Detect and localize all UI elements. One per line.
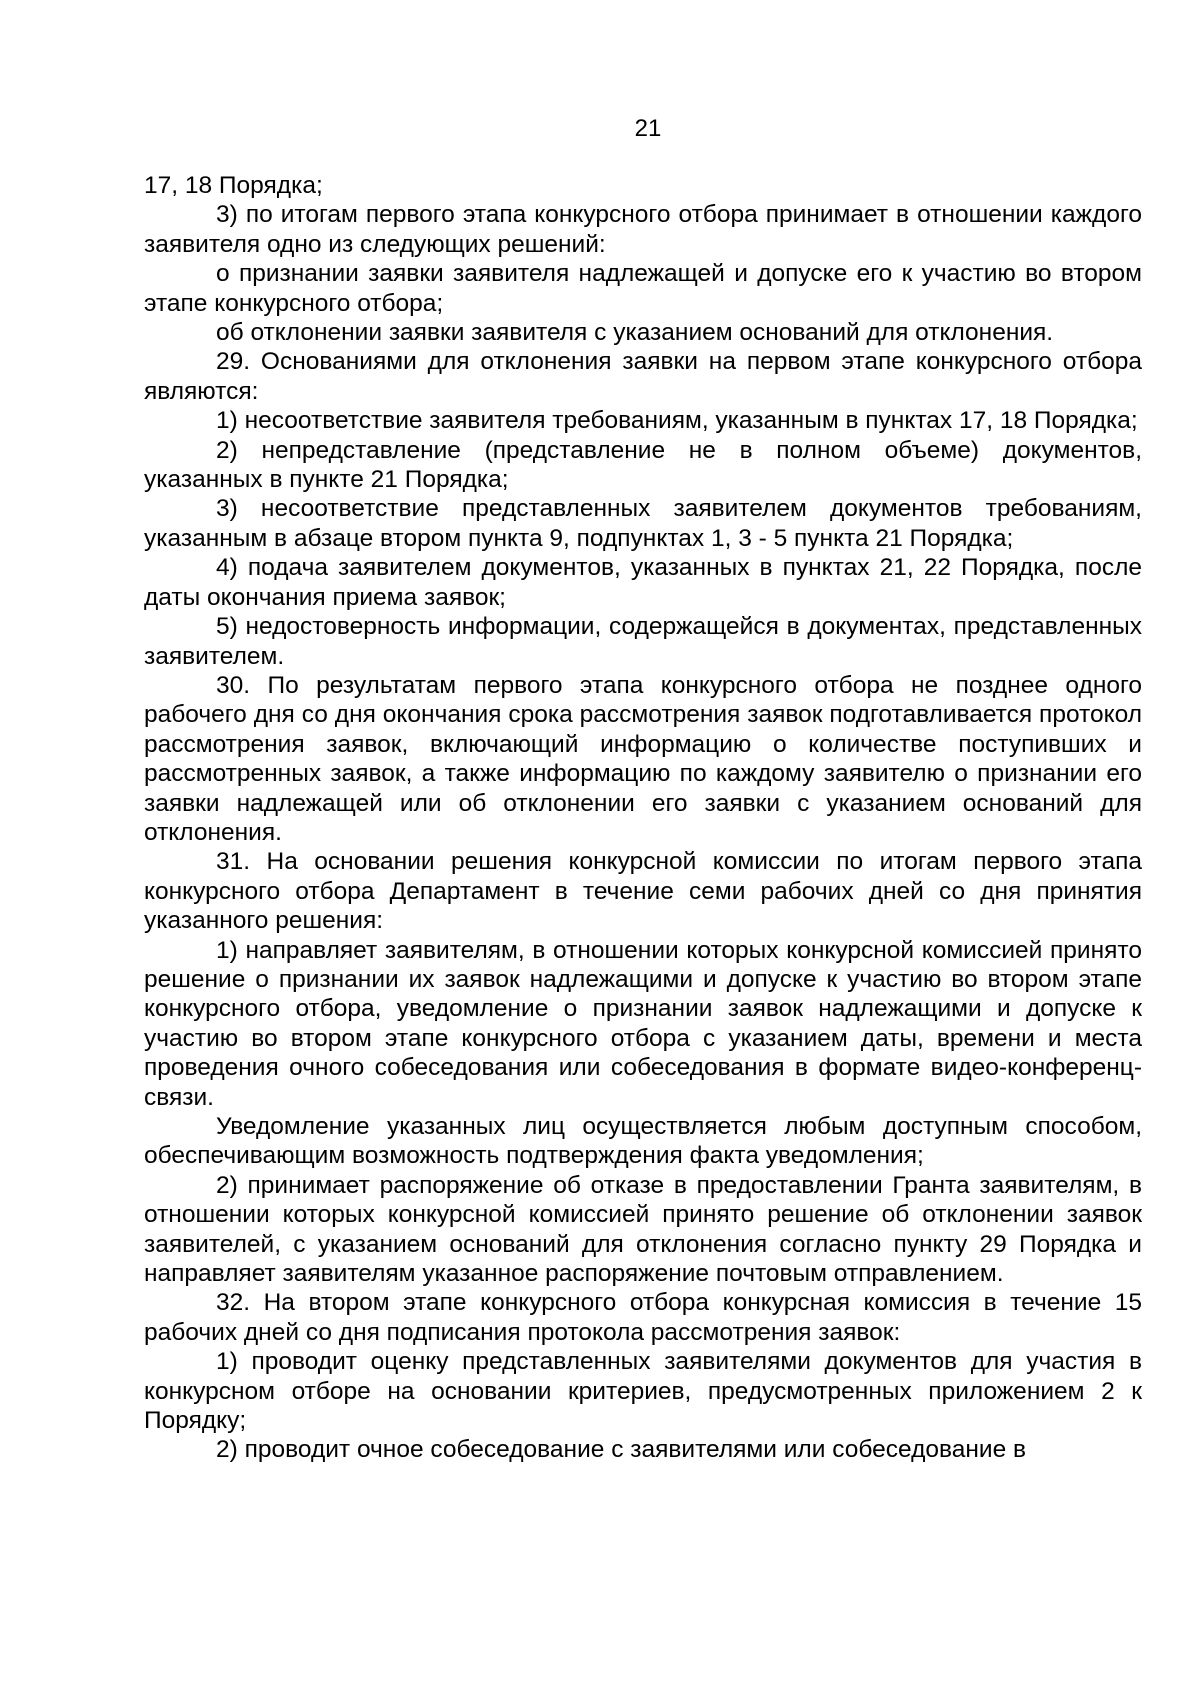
clause-29-item-3: 3) несоответствие представленных заявителем документов требованиям, указанным в абзаце втором пункта 9, подпунктах 1, 3 - 5 пункта 21 Порядка;: [144, 495, 1142, 552]
document-body: [144, 171, 1142, 1465]
clause-32-item-1: 1) проводит оценку представленных заявителями документов для участия в конкурсном отборе на основании критериев, предусмотренных приложением 2 к Порядку;: [144, 1348, 1142, 1435]
clause-30: 30. По результатам первого этапа конкурсного отбора не позднее одного рабочего дня со дня окончания срока рассмотрения заявок подготавливается протокол рассмотрения заявок, включающий информацию о количестве поступивших и рассмотренных заявок, а также информацию по каждому заявителю о признании его заявки надлежащей или об отклонении его заявки с указанием оснований для отклонения.: [144, 671, 1142, 846]
decision-reject: об отклонении заявки заявителя с указанием оснований для отклонения.: [216, 319, 1054, 347]
paragraph-continuation: 17, 18 Порядка;: [144, 172, 323, 199]
clause-31-notification: Уведомление указанных лиц осуществляется любым доступным способом, обеспечивающим возможность подтверждения факта уведомления;: [144, 1113, 1142, 1170]
clause-31-item-1: 1) направляет заявителям, в отношении которых конкурсной комиссией принято решение о признании их заявок надлежащими и допуске к участию во втором этапе конкурсного отбора, уведомление о признании заявок надлежащими и допуске к участию во втором этапе конкурсного отбора с указанием даты, времени и места проведения очного собеседования или собеседования в формате видео-конференц-связи.: [144, 936, 1142, 1111]
page-number: 21: [634, 115, 662, 142]
clause-29: 29. Основаниями для отклонения заявки на первом этапе конкурсного отбора являются:: [144, 348, 1142, 405]
subitem-3-first-stage-decision: 3) по итогам первого этапа конкурсного отбора принимает в отношении каждого заявителя одно из следующих решений:: [144, 201, 1142, 258]
clause-31-item-2: 2) принимает распоряжение об отказе в предоставлении Гранта заявителям, в отношении которых конкурсной комиссией принято решение об отклонении заявок заявителей, с указанием оснований для отклонения согласно пункту 29 Порядка и направляет заявителям указанное распоряжение почтовым отправлением.: [144, 1171, 1142, 1288]
clause-31: 31. На основании решения конкурсной комиссии по итогам первого этапа конкурсного отбора Департамент в течение семи рабочих дней со дня принятия указанного решения:: [144, 848, 1142, 935]
clause-29-item-5: 5) недостоверность информации, содержащейся в документах, представленных заявителем.: [144, 613, 1142, 670]
decision-admit: о признании заявки заявителя надлежащей и допуске его к участию во втором этапе конкурсного отбора;: [144, 260, 1142, 317]
clause-32: 32. На втором этапе конкурсного отбора конкурсная комиссия в течение 15 рабочих дней со дня подписания протокола рассмотрения заявок:: [144, 1289, 1142, 1346]
clause-29-item-4: 4) подача заявителем документов, указанных в пунктах 21, 22 Порядка, после даты окончания приема заявок;: [144, 554, 1142, 611]
clause-32-item-2: 2) проводит очное собеседование с заявителями или собеседование в: [216, 1436, 1027, 1464]
clause-29-item-2: 2) непредставление (представление не в полном объеме) документов, указанных в пункте 21 Порядка;: [144, 436, 1142, 494]
clause-29-item-1: 1) несоответствие заявителя требованиям, указанным в пунктах 17, 18 Порядка;: [216, 407, 1138, 435]
